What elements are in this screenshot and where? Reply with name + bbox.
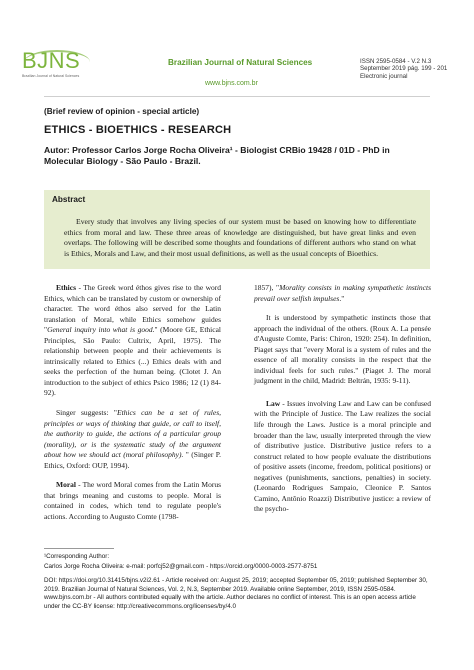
law-text: - Issues involving Law and Law can be confused with the Principle of Justice. The Law realizes the social life through the Laws. Justice is a moral principle and broader than the law, usually interpreted through the view of distributive justice. Distributive justice refers to a construct related to how people evaluate the distributions of positive assets (income, freedom, political positions) or negatives (punishments, sanctions, penalties) in society. (Leonardo Rodrigues Sampaio, Cleonice P. Santos Camino, Antônio Roazzi) Distributive justice: a review of the psycho- (254, 398, 431, 514)
header-divider (44, 96, 430, 97)
ethics-paragraph (44, 283, 221, 399)
comte-text: 1857), " (254, 283, 280, 292)
footnote-rule (44, 548, 114, 549)
journal-logo (22, 48, 100, 88)
abstract-heading: Abstract (52, 195, 86, 204)
body-column-right (254, 283, 431, 524)
doi-block: DOI: https://doi.org/10.31415/bjns.v2i2.61 - Article received on: August 25, 2019; accepted September 05, 2019; published September 30, 2019. Brazilian Journal of Natural Sciences, Vol. 2, N.3, September 2019. Available online September, 2019, ISSN 2595-0584. www.bjns.com.br - All authors contributed equally with the article. Author declares no conflict of interest. This is an open access article under the CC-BY license: http://creativecommons.org/licenses/by/4.0 (44, 577, 428, 611)
article-type: (Brief review of opinion - special article) (44, 107, 200, 116)
footnote-contact: Carlos Jorge Rocha Oliveira: e-mail: porfcj52@gmail.com - https://orcid.org/0000-0003-2577-8751 (44, 562, 318, 570)
article-author: Autor: Professor Carlos Jorge Rocha Oliveira¹ - Biologist CRBio 19428 / 01D - PhD in Molecular Biology - São Paulo - Brazil. (44, 145, 390, 166)
law-paragraph (254, 399, 431, 515)
abstract-text: Every study that involves any living species of our system must be based on knowing how to differentiate ethics from moral and law. These three areas of knowledge are distinguished, but have great links and even overlaps. The following will be described some thoughts and foundations of different authors who stand on what is Ethics, Morals and Law, and their most usual definitions, as well as the usual concepts of Bioethics. (64, 217, 416, 258)
issn-line: ISSN 2595-0584 - V.2 N.3 (360, 58, 432, 65)
sympathetic-paragraph: It is understood by sympathetic instincts those that approach the individual of the others. (Roux A. La pensée d'Auguste Comte, Paris: Chiron, 1920: 254). In definition, Piaget says that "every Moral is a system of rules and the essence of all morality consists in the respect that the individual feels for such rules." (Piaget J. The moral judgment in the child, Madrid: Beltrán, 1935: 9-11). (254, 313, 431, 386)
ethics-text: - The Greek word éthos gives rise to the word Ethics, which can be translated by custom or ownership of character. The word éthos also served for the Latin translation of Moral, while Ethics somehow guides " (44, 283, 221, 335)
logo-text: BJNS (22, 48, 81, 73)
comte-end: ." (339, 293, 345, 303)
journal-name: Brazilian Journal of Natural Sciences (168, 58, 313, 67)
comte-quote: Morality consists in making sympathetic instincts prevail over selfish impulses (254, 283, 431, 303)
singer-intro: Singer suggests: " (56, 408, 117, 418)
footnote-label: ¹Corresponding Author: (44, 553, 110, 560)
journal-url[interactable]: www.bjns.com.br (205, 80, 258, 87)
abstract-box (44, 190, 430, 269)
issn-date-line: September 2019 pág. 199 - 201 (360, 65, 448, 73)
ethics-term: Ethics (56, 283, 77, 292)
law-term: Law (266, 398, 281, 408)
article-title: ETHICS - BIOETHICS - RESEARCH (44, 124, 232, 136)
ethics-quote: General inquiry into what is good. (47, 325, 155, 335)
moral-term: Moral (56, 480, 76, 490)
issn-type-line: Electronic journal (360, 72, 408, 80)
ethics-text-2: " (Moore GE, Ethical Principles, São Paulo: Cultrix, April, 1975). The relationship between people and their achievements is intrinsically related to Ethics (...) Ethics deals with and seeks the perfection of the human being. (Clotet J. An introduction to the subject of ethics Psico 1986; 12 (1) 84-92). (44, 325, 222, 398)
moral-paragraph (44, 480, 221, 522)
moral-text: - The word Moral comes from the Latin Morus that brings meaning and customs to people. Moral is contained in codes, which tend to regulate people's actions. According to Augusto Comte (1798- (44, 480, 221, 521)
singer-quote: Ethics can be a set of rules, principles or ways of thinking that guide, or call to itself, the authority to guide, the actions of a particular group (morality), or is the systematic study of the argument about how we should act (moral philosophy). (44, 408, 221, 460)
issn-block (360, 58, 447, 80)
footnote (44, 552, 444, 571)
body-column-left (44, 283, 221, 531)
logo-subtitle: Brazilian Journal of Natural Sciences (22, 74, 80, 78)
singer-ref: " (Singer P. Ethics, Oxford: OUP, 1994). (44, 450, 221, 470)
comte-paragraph (254, 283, 431, 304)
singer-paragraph (44, 408, 221, 471)
